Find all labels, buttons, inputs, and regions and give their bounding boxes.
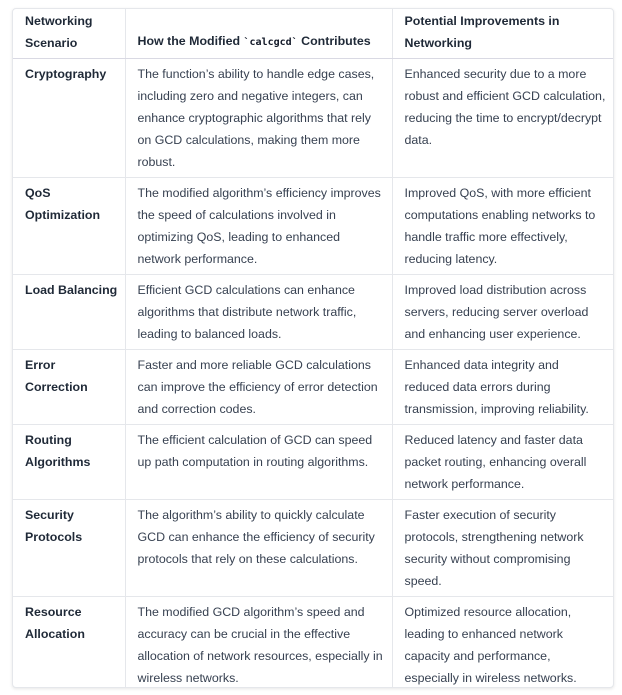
improvement-cell: Enhanced security due to a more robust and efficient GCD calculation, reducing the time to encrypt/decrypt data. bbox=[392, 59, 613, 178]
contribution-cell: The modified algorithm’s efficiency improves the speed of calculations involved in optimizing QoS, leading to enhanced network performance. bbox=[125, 178, 392, 275]
table-row bbox=[13, 425, 613, 500]
table-row bbox=[13, 275, 613, 350]
header-contribution-prefix: How the Modified bbox=[137, 34, 244, 48]
improvement-cell: Improved QoS, with more efficient computations enabling networks to handle traffic more effectively, reducing latency. bbox=[392, 178, 613, 275]
improvement-cell: Improved load distribution across servers, reducing server overload and enhancing user experience. bbox=[392, 275, 613, 350]
header-potential-improvements: Potential Improvements in Networking bbox=[392, 9, 613, 59]
improvement-cell: Optimized resource allocation, leading to enhanced network capacity and performance, especially in wireless networks. bbox=[392, 597, 613, 689]
table-row bbox=[13, 597, 613, 689]
table-header bbox=[13, 9, 613, 59]
scenario-cell: Cryptography bbox=[13, 59, 125, 178]
header-contribution-suffix: Contributes bbox=[297, 34, 371, 48]
improvement-cell: Faster execution of security protocols, strengthening network security without compromising speed. bbox=[392, 500, 613, 597]
table-row bbox=[13, 59, 613, 178]
header-networking-scenario: Networking Scenario bbox=[13, 9, 125, 59]
scenario-cell: Routing Algorithms bbox=[13, 425, 125, 500]
scenario-cell: Error Correction bbox=[13, 350, 125, 425]
table-body bbox=[13, 59, 613, 689]
scenario-cell: QoS Optimization bbox=[13, 178, 125, 275]
contribution-cell: Faster and more reliable GCD calculations can improve the efficiency of error detection and correction codes. bbox=[125, 350, 392, 425]
table-row bbox=[13, 500, 613, 597]
improvement-cell: Reduced latency and faster data packet routing, enhancing overall network performance. bbox=[392, 425, 613, 500]
improvement-cell: Enhanced data integrity and reduced data errors during transmission, improving reliability. bbox=[392, 350, 613, 425]
contribution-cell: Efficient GCD calculations can enhance algorithms that distribute network traffic, leading to balanced loads. bbox=[125, 275, 392, 350]
table-row bbox=[13, 178, 613, 275]
table-header-row bbox=[13, 9, 613, 59]
scenario-cell: Load Balancing bbox=[13, 275, 125, 350]
contribution-cell: The modified GCD algorithm’s speed and accuracy can be crucial in the effective allocation of network resources, especially in wireless networks. bbox=[125, 597, 392, 689]
comparison-table-container bbox=[12, 8, 614, 688]
header-calcgcd-code: `calcgcd` bbox=[243, 37, 298, 48]
comparison-table bbox=[13, 9, 613, 688]
contribution-cell: The efficient calculation of GCD can speed up path computation in routing algorithms. bbox=[125, 425, 392, 500]
scenario-cell: Security Protocols bbox=[13, 500, 125, 597]
header-contribution bbox=[125, 9, 392, 59]
table-row bbox=[13, 350, 613, 425]
contribution-cell: The function’s ability to handle edge cases, including zero and negative integers, can enhance cryptographic algorithms that rely on GCD calculations, making them more robust. bbox=[125, 59, 392, 178]
contribution-cell: The algorithm’s ability to quickly calculate GCD can enhance the efficiency of security protocols that rely on these calculations. bbox=[125, 500, 392, 597]
scenario-cell: Resource Allocation bbox=[25, 605, 85, 641]
